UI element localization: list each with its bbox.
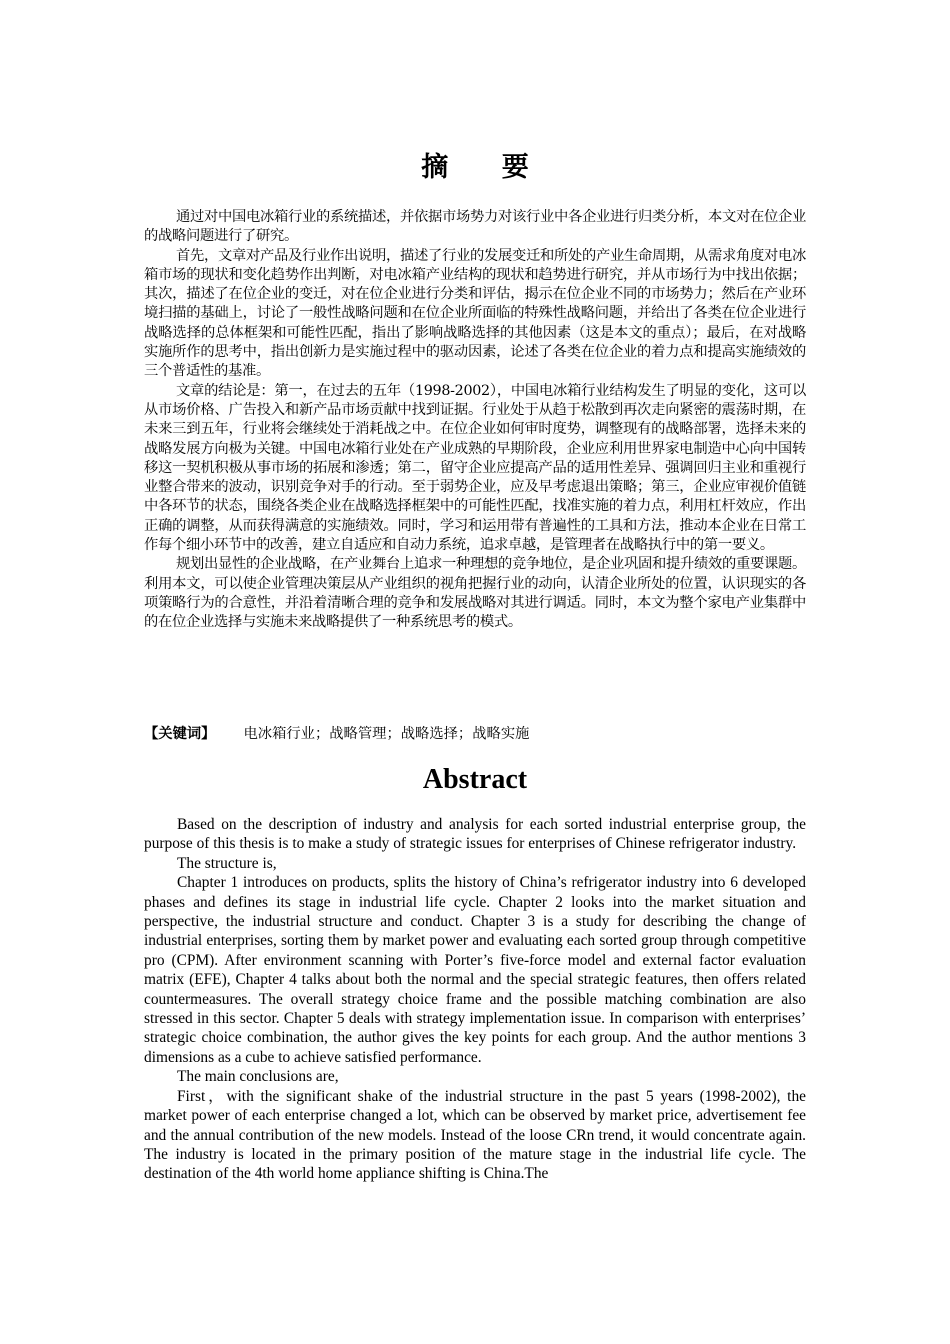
en-paragraph-2: The structure is,: [177, 854, 277, 872]
cn-paragraph-4: 规划出显性的企业战略，在产业舞台上追求一种理想的竞争地位，是企业巩固和提升绩效的重要课题。利用本文，可以使企业管理决策层从产业组织的视角把握行业的动向，认清企业所处的位置，认识现实的各项策略行为的合意性，并沿着清晰合理的竞争和发展战略对其进行调适。同时，本文为整个家电产业集群中的在位企业选择与实施未来战略提供了一种系统思考的模式。: [144, 556, 806, 631]
cn-paragraph-1: 通过对中国电冰箱行业的系统描述，并依据市场势力对该行业中各企业进行归类分析，本文对在位企业的战略问题进行了研究。: [144, 209, 806, 245]
cn-paragraph-2: 首先，文章对产品及行业作出说明，描述了行业的发展变迁和所处的产业生命周期，从需求角度对电冰箱市场的现状和变化趋势作出判断，对电冰箱产业结构的现状和趋势进行研究，并从市场行为中找出依据；其次，描述了在位企业的变迁，对在位企业进行分类和评估，揭示在位企业不同的市场势力；然后在产业环境扫描的基础上，讨论了一般性战略问题和在位企业所面临的特殊性战略问题，并给出了各类在位企业进行战略选择的总体框架和可能性匹配，指出了影响战略选择的其他因素（这是本文的重点）；最后，在对战略实施所作的思考中，指出创新力是实施过程中的驱动因素，论述了各类在位企业的着力点和提高实施绩效的三个普适性的基准。: [144, 247, 806, 380]
en-paragraph-1: Based on the description of industry and analysis for each sorted industrial enterprise group, the purpose of this thesis is to make a study of strategic issues for enterprises of Chinese refrigerator industry.: [144, 816, 806, 853]
en-paragraph-4: The main conclusions are,: [177, 1068, 339, 1086]
keywords-text: 电冰箱行业；战略管理；战略选择；战略实施: [243, 726, 530, 742]
chinese-abstract-title: 摘 要: [421, 152, 551, 183]
keywords-label: 【关键词】: [144, 726, 216, 742]
document-page: [144, 0, 806, 1344]
en-paragraph-3: Chapter 1 introduces on products, splits the history of China’s refrigerator industry into 6 developed phases and defines its stage in industrial life cycle. Chapter 2 looks into the market situation and perspective, the industrial structure and conduct. Chapter 3 is a study for describing the change of industrial enterprises, sorting them by market power and evaluating each sorted group through competitive pro (CPM). After environment scanning with Porter’s five-force model and external factor evaluation matrix (EFE), Chapter 4 talks about both the normal and the special strategic features, then offers related countermeasures. The overall strategy choice frame and the possible matching combination are also stressed in this sector. Chapter 5 deals with strategy implementation issue. In comparison with enterprises’ strategic choice combination, the author gives the key points for each group. And the author mentions 3 dimensions as a cube to achieve satisfied performance.: [144, 874, 806, 1066]
english-abstract-body: [144, 815, 806, 1184]
cn-paragraph-3: 文章的结论是：第一，在过去的五年（1998-2002），中国电冰箱行业结构发生了明显的变化，这可以从市场价格、广告投入和新产品市场贡献中找到证据。行业处于从趋于松散到再次走向紧密的震荡时期，在未来三到五年，行业将会继续处于消耗战之中。在位企业如何审时度势，调整现有的战略部署，选择未来的战略发展方向极为关键。中国电冰箱行业处在产业成熟的早期阶段，企业应利用世界家电制造中心向中国转移这一契机积极从事市场的拓展和渗透；第二，留守企业应提高产品的适用性差异、强调回归主业和重视行业整合带来的波动，识别竞争对手的行动。至于弱势企业，应及早考虑退出策略；第三，企业应审视价值链中各环节的状态，围绕各类企业在战略选择框架中的可能性匹配，找准实施的着力点，利用杠杆效应，作出正确的调整，从而获得满意的实施绩效。同时，学习和运用带有普遍性的工具和方法，推动本企业在日常工作每个细小环节中的改善，建立自适应和自动力系统，追求卓越，是管理者在战略执行中的第一要义。: [144, 382, 806, 554]
chinese-abstract-body: [144, 208, 806, 633]
english-abstract-title: Abstract: [422, 764, 528, 795]
en-paragraph-5: First，with the significant shake of the industrial structure in the past 5 years (1998-2002), the market power of each enterprise changed a lot, which can be observed by market price, advertisement fee and the annual contribution of the new models. Instead of the loose CRn trend, it would concentrate again. The industry is located in the primary position of the mature stage in the industrial life cycle. The destination of the 4th world home appliance shifting is China.The: [144, 1087, 806, 1183]
keywords-line: [144, 724, 806, 744]
